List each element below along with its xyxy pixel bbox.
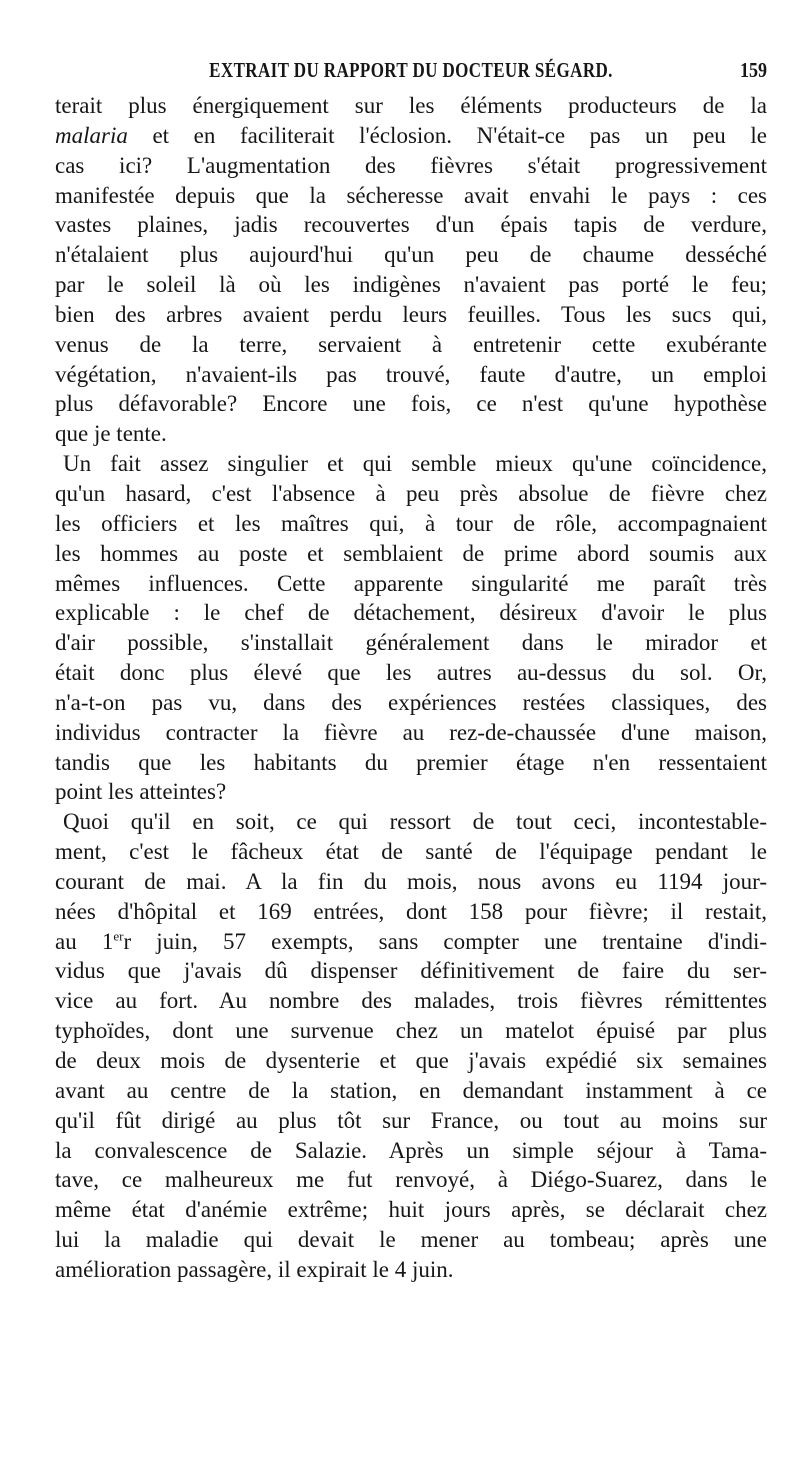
text-line: tandis que les habitants du premier étage n'en ressentaient	[55, 749, 767, 775]
text-line: vice au fort. Au nombre des malades, trois fièvres rémittentes	[55, 988, 767, 1014]
text-line: venus de la terre, servaient à entretenir cette exubérante	[55, 331, 767, 357]
paragraph-1	[55, 91, 767, 449]
text-line: amélioration passagère, il expirait le 4 juin.	[55, 1256, 454, 1282]
running-head	[55, 58, 767, 86]
text-line: vastes plaines, jadis recouvertes d'un épais tapis de verdure,	[55, 212, 767, 238]
text-line: de deux mois de dysenterie et que j'avais expédié six semaines	[55, 1048, 767, 1073]
text-line: n'a-t-on pas vu, dans des expériences restées classiques, des	[55, 689, 767, 715]
text-line: manifestée depuis que la sécheresse avait envahi le pays : ces	[55, 182, 767, 208]
text-line: les officiers et les maîtres qui, à tour de rôle, accompagnaient	[55, 510, 767, 536]
text-line: était donc plus élevé que les autres au-dessus du sol. Or,	[55, 660, 767, 686]
paragraph-3	[55, 807, 767, 1285]
text-line: explicable : le chef de détachement, désireux d'avoir le plus	[55, 600, 767, 626]
text-line: ment, c'est le fâcheux état de santé de l'équipage pendant le	[55, 839, 767, 865]
text-line: bien des arbres avaient perdu leurs feuilles. Tous les sucs qui,	[55, 301, 767, 327]
text-line: au 1err juin, 57 exempts, sans compter une trentaine d'indi-	[55, 927, 767, 954]
text-line: terait plus énergiquement sur les éléments producteurs de la	[55, 93, 767, 118]
text-line: qu'il fût dirigé au plus tôt sur France, ou tout au moins sur	[55, 1107, 767, 1133]
text-line: Quoi qu'il en soit, ce qui ressort de tout ceci, incontestable-	[63, 809, 767, 835]
text-line: plus défavorable? Encore une fois, ce n'est qu'une hypothèse	[55, 391, 767, 417]
text-line: tave, ce malheureux me fut renvoyé, à Diégo-Suarez, dans le	[55, 1167, 767, 1193]
text-line: d'air possible, s'installait généralement dans le mirador et	[55, 630, 767, 656]
paragraph-2	[55, 449, 767, 807]
text-line: que je tente.	[55, 421, 167, 447]
running-title: EXTRAIT DU RAPPORT DU DOCTEUR SÉGARD.	[209, 58, 613, 82]
text-line: n'étalaient plus aujourd'hui qu'un peu de chaume desséché	[55, 242, 767, 268]
text-line: végétation, n'avaient-ils pas trouvé, faute d'autre, un emploi	[55, 361, 767, 387]
text-line: point les atteintes?	[55, 779, 227, 805]
text-line: même état d'anémie extrême; huit jours après, se déclarait chez	[55, 1197, 767, 1223]
text-line: lui la maladie qui devait le mener au tombeau; après une	[55, 1227, 767, 1253]
text-line: vidus que j'avais dû dispenser définitivement de faire du ser-	[55, 958, 767, 984]
text-line: individus contracter la fièvre au rez-de-chaussée d'une maison,	[55, 719, 767, 745]
text-line: la convalescence de Salazie. Après un simple séjour à Tama-	[55, 1137, 767, 1163]
text-line: courant de mai. A la fin du mois, nous avons eu 1194 jour-	[55, 868, 767, 894]
text-line: Un fait assez singulier et qui semble mieux qu'une coïncidence,	[63, 451, 767, 477]
text-line: mêmes influences. Cette apparente singularité me paraît très	[55, 570, 767, 596]
text-line: qu'un hasard, c'est l'absence à peu près absolue de fièvre chez	[55, 480, 767, 506]
page-number: 159	[740, 58, 767, 82]
text-line: avant au centre de la station, en demandant instamment à ce	[55, 1077, 767, 1103]
body-text	[55, 91, 767, 1285]
text-line: malaria et en faciliterait l'éclosion. N'était-ce pas un peu le	[55, 122, 767, 148]
text-line: cas ici? L'augmentation des fièvres s'était progressivement	[55, 152, 767, 178]
text-line: par le soleil là où les indigènes n'avaient pas porté le feu;	[55, 272, 767, 298]
text-line: typhoïdes, dont une survenue chez un matelot épuisé par plus	[55, 1018, 767, 1044]
text-line: les hommes au poste et semblaient de prime abord soumis aux	[55, 540, 767, 566]
text-line: nées d'hôpital et 169 entrées, dont 158 pour fièvre; il restait,	[55, 898, 767, 924]
